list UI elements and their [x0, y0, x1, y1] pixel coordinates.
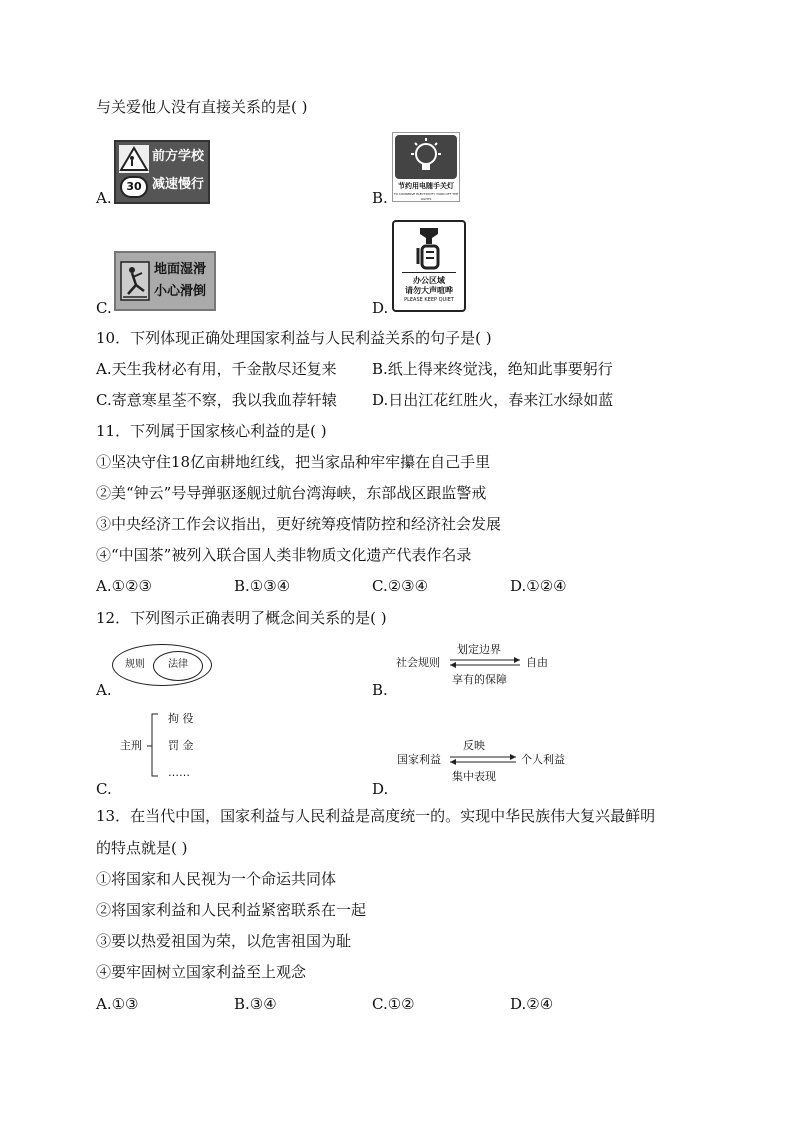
- slipping-person-icon: [120, 261, 150, 301]
- c-root-label: 主刑: [120, 739, 142, 752]
- b-bidirectional-arrow: [446, 656, 524, 670]
- keep-quiet-line3: PLEASE KEEP QUIET: [404, 297, 454, 303]
- law-inner-label: 法律: [168, 659, 188, 670]
- q11-option-b: B.①③④: [234, 577, 291, 595]
- d-arrow-top-label: 反映: [463, 739, 485, 752]
- wet-floor-line2: 小心滑倒: [154, 284, 207, 299]
- q10-option-d: D.日出江花红胜火，春来江水绿如蓝: [372, 391, 614, 409]
- b-left-label: 社会规则: [396, 656, 440, 669]
- c-item-ellipsis: ……: [168, 766, 190, 779]
- b-right-label: 自由: [526, 656, 548, 669]
- d-arrow-bottom-label: 集中表现: [452, 770, 496, 783]
- q9-option-a-label: A.: [96, 189, 112, 207]
- c-item-fine: 罚 金: [168, 739, 194, 752]
- keep-quiet-sign: [392, 220, 466, 312]
- q13-item-1: ①将国家和人民视为一个命运共同体: [96, 870, 337, 888]
- school-sign-line1: 前方学校: [152, 149, 205, 164]
- q11-option-d: D.①②④: [510, 577, 567, 595]
- c-bracket: [146, 712, 166, 778]
- q13-item-4: ④要牢固树立国家利益至上观念: [96, 963, 307, 981]
- school-crossing-icon: [119, 145, 149, 173]
- q13-option-b: B.③④: [234, 995, 277, 1013]
- save-electricity-sign: [392, 132, 460, 202]
- d-right-label: 个人利益: [521, 753, 565, 766]
- q11-option-c: C.②③④: [372, 577, 429, 595]
- lightbulb-icon: [395, 135, 457, 179]
- q9-stem: 与关爱他人没有直接关系的是( ): [96, 98, 308, 116]
- b-arrow-top-label: 划定边界: [457, 643, 501, 656]
- q11-option-a: A.①②③: [96, 577, 152, 595]
- b-arrow-bottom-label: 享有的保障: [452, 673, 507, 686]
- speed-limit-badge: 30: [120, 176, 148, 198]
- q9-option-c-label: C.: [96, 299, 112, 317]
- q11-item-1: ①坚决守住18亿亩耕地红线，把当家品种牢牢攥在自己手里: [96, 453, 491, 471]
- q9-option-b-label: B.: [372, 189, 388, 207]
- q11-item-2: ②美“钟云”号导弹驱逐舰过航台湾海峡，东部战区跟监警戒: [96, 484, 487, 502]
- wet-floor-sign: [114, 251, 216, 311]
- q13-option-a: A.①③: [96, 995, 139, 1013]
- d-left-label: 国家利益: [397, 753, 441, 766]
- q13-stem-line1: 13．在当代中国，国家利益与人民利益是高度统一的。实现中华民族伟大复兴最鲜明: [96, 807, 656, 825]
- quiet-hand-icon: [394, 224, 464, 272]
- q12-option-a-label: A.: [96, 681, 112, 699]
- save-electricity-caption: 节约用电随手关灯: [398, 182, 454, 190]
- q12-stem: 12．下列图示正确表明了概念间关系的是( ): [96, 609, 387, 627]
- keep-quiet-line1: 办公区域: [413, 276, 445, 285]
- keep-quiet-divider: [402, 272, 456, 273]
- q10-option-c: C.寄意寒星荃不察，我以我血荐轩辕: [96, 391, 337, 409]
- rule-outer-label: 规则: [125, 659, 145, 670]
- q12-option-c-label: C.: [96, 780, 112, 798]
- school-sign-line2: 减速慢行: [152, 177, 205, 192]
- q12-option-b-label: B.: [372, 681, 388, 699]
- q13-stem-line2: 的特点就是( ): [96, 839, 188, 857]
- school-zone-sign: [114, 140, 210, 204]
- q12-option-d-label: D.: [372, 780, 389, 798]
- q13-option-c: C.①②: [372, 995, 415, 1013]
- wet-floor-line1: 地面湿滑: [154, 262, 207, 277]
- q11-item-3: ③中央经济工作会议指出，更好统筹疫情防控和经济社会发展: [96, 515, 502, 533]
- q11-item-4: ④“中国茶”被列入联合国人类非物质文化遗产代表作名录: [96, 546, 472, 564]
- q13-item-2: ②将国家利益和人民利益紧密联系在一起: [96, 901, 367, 919]
- q10-option-b: B.纸上得来终觉浅，绝知此事要躬行: [372, 360, 613, 378]
- q13-item-3: ③要以热爱祖国为荣，以危害祖国为耻: [96, 932, 352, 950]
- q10-option-a: A.天生我材必有用，千金散尽还复来: [96, 360, 337, 378]
- q10-stem: 10．下列体现正确处理国家利益与人民利益关系的句子是( ): [96, 329, 492, 347]
- q13-option-d: D.②④: [510, 995, 554, 1013]
- lightbulb-panel: [395, 135, 457, 179]
- c-item-detention: 拘 役: [168, 712, 194, 725]
- q9-option-d-label: D.: [372, 299, 389, 317]
- save-electricity-english: TO CONSERVE ELECTRICITY TURN OFF THE LIGHTS: [393, 192, 459, 201]
- d-bidirectional-arrow: [446, 753, 520, 767]
- keep-quiet-line2: 请勿大声喧哗: [405, 286, 453, 295]
- q11-stem: 11．下列属于国家核心利益的是( ): [96, 422, 327, 440]
